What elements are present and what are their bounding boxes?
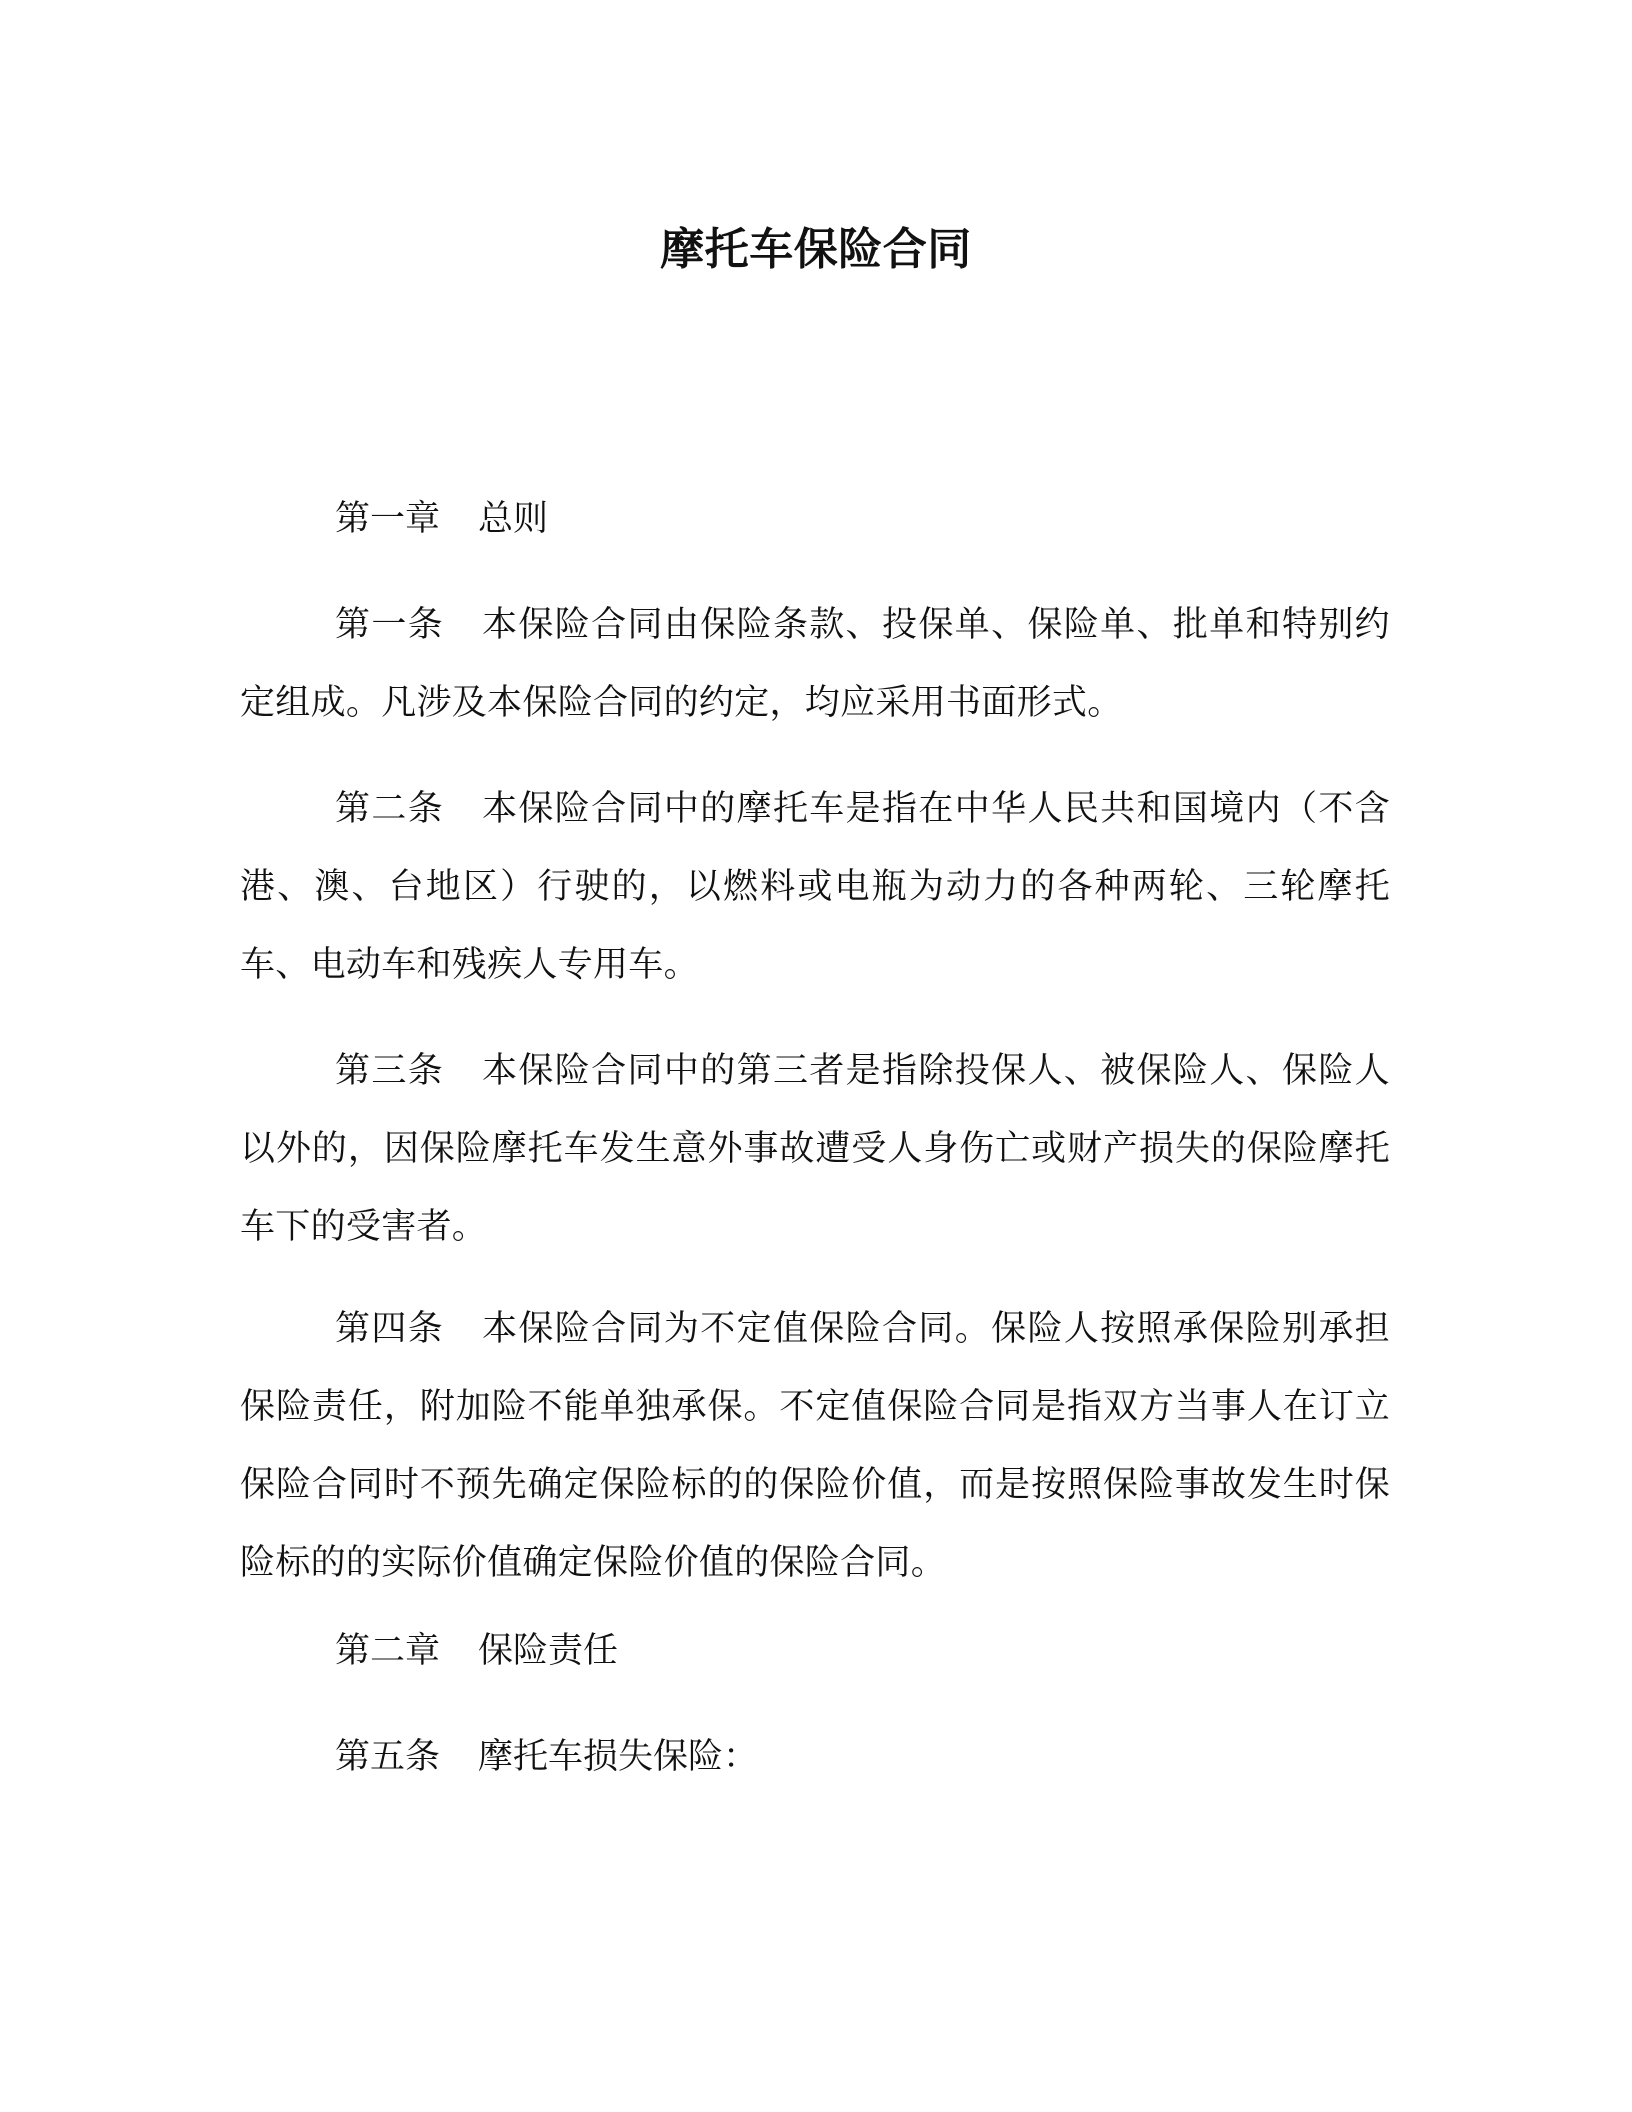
article-text: 摩托车损失保险：: [478, 1737, 759, 1777]
article-text: 本保险合同中的第三者是指除投保人、被保险人、保险人以外的，因保险摩托车发生意外事故遭受人身伤亡或财产损失的保险摩托车下的受害者。: [240, 1051, 1390, 1247]
article-text: 本保险合同由保险条款、投保单、保险单、批单和特别约定组成。凡涉及本保险合同的约定，均应采用书面形式。: [240, 605, 1390, 723]
article-text: 本保险合同中的摩托车是指在中华人民共和国境内（不含港、澳、台地区）行驶的，以燃料或电瓶为动力的各种两轮、三轮摩托车、电动车和残疾人专用车。: [240, 789, 1390, 985]
document-title: 摩托车保险合同: [660, 224, 972, 275]
article-number: 第一条: [335, 605, 445, 645]
chapter-number: 第二章: [335, 1631, 441, 1671]
article-number: 第五条: [335, 1737, 441, 1777]
article-5: [335, 1718, 758, 1796]
chapter-name: 总则: [478, 499, 549, 539]
chapter-heading-1: [335, 480, 548, 558]
chapter-name: 保险责任: [478, 1631, 619, 1671]
article-3: [240, 1032, 1390, 1266]
article-number: 第三条: [335, 1051, 445, 1091]
article-2: [240, 770, 1390, 1004]
article-4: [240, 1290, 1390, 1602]
article-number: 第四条: [335, 1309, 445, 1349]
article-1: [240, 586, 1390, 742]
article-number: 第二条: [335, 789, 445, 829]
chapter-number: 第一章: [335, 499, 441, 539]
article-text: 本保险合同为不定值保险合同。保险人按照承保险别承担保险责任，附加险不能单独承保。不定值保险合同是指双方当事人在订立保险合同时不预先确定保险标的的保险价值，而是按照保险事故发生时保险标的的实际价值确定保险价值的保险合同。: [240, 1309, 1390, 1583]
chapter-heading-2: [335, 1612, 618, 1690]
